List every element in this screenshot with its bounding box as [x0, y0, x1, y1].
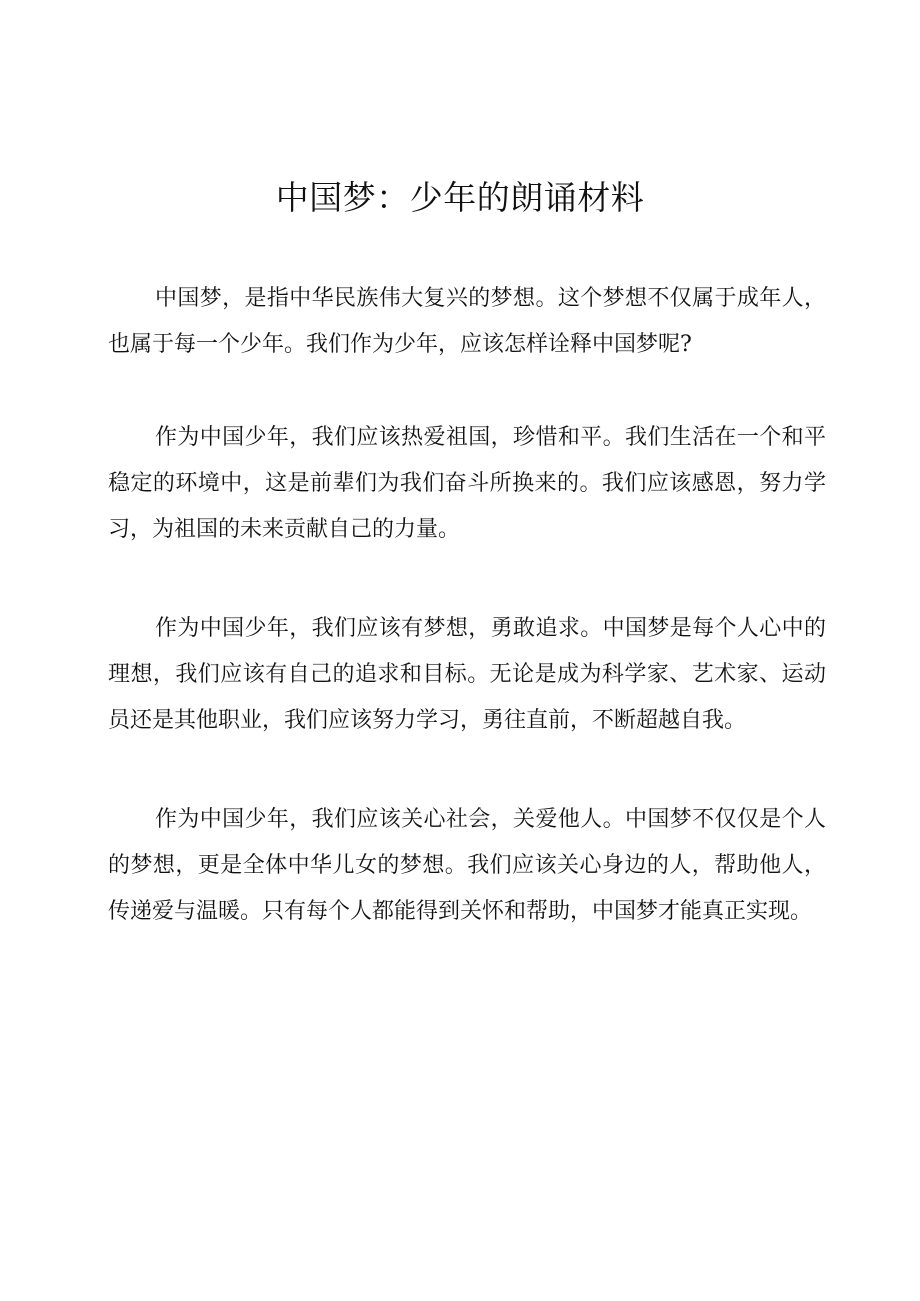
paragraph-2: 作为中国少年，我们应该热爱祖国，珍惜和平。我们生活在一个和平稳定的环境中，这是前辈们为我们奋斗所换来的。我们应该感恩，努力学习，为祖国的未来贡献自己的力量。	[108, 425, 826, 542]
paragraph-3: 作为中国少年，我们应该有梦想，勇敢追求。中国梦是每个人心中的理想，我们应该有自己的追求和目标。无论是成为科学家、艺术家、运动员还是其他职业，我们应该努力学习，勇往直前，不断超越自我。	[108, 616, 826, 733]
paragraph-4: 作为中国少年，我们应该关心社会，关爱他人。中国梦不仅仅是个人的梦想，更是全体中华儿女的梦想。我们应该关心身边的人，帮助他人，传递爱与温暖。只有每个人都能得到关怀和帮助，中国梦才能真正实现。	[108, 807, 826, 924]
document-title: 中国梦：少年的朗诵材料	[275, 178, 645, 217]
paragraph-1: 中国梦，是指中华民族伟大复兴的梦想。这个梦想不仅属于成年人，也属于每一个少年。我们作为少年，应该怎样诠释中国梦呢?	[108, 286, 826, 357]
